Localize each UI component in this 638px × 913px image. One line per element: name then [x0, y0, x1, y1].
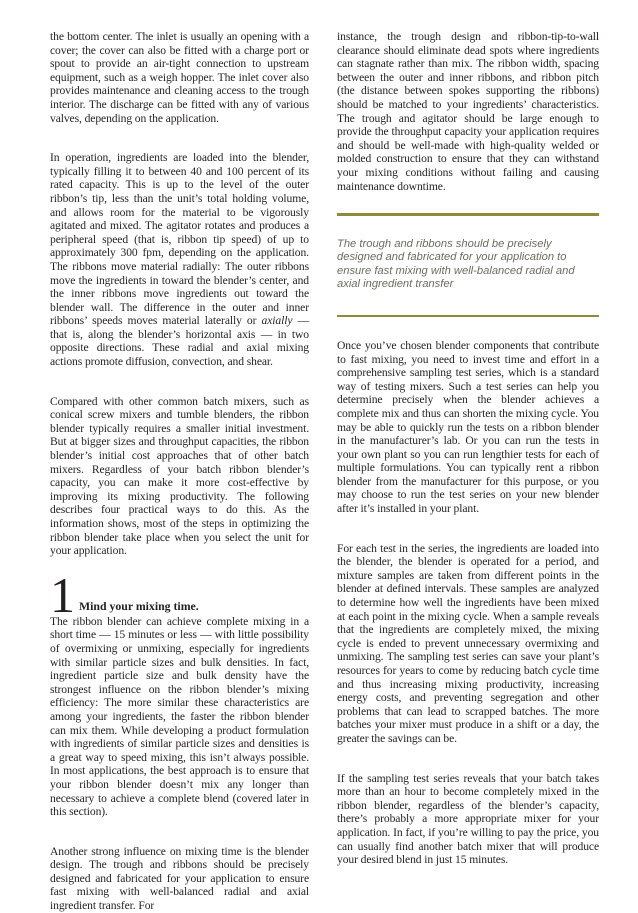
operation-text-start: In operation, ingredients are loaded into the blender, typically filling it to between 40 and 100 percent of its rated capacity. This is up to the level of the outer ribbon’s tip, less than the unit’s total holding volume, and allows room for the material to be vigorously agitated and mixed. The agitator rotates and produces a peripheral speed (that is, ribbon tip speed) of up to approximately 300 fpm, depending on the application. The ribbons move material radially: The outer ribbons move the ingredients in toward the blender’s center, and the inner ribbons move ingredients out toward the blender wall. The difference in the outer and inner ribbons’ speeds moves material laterally or: [50, 151, 309, 328]
paragraph-mixing-time: The ribbon blender can achieve complete mixing in a short time — 15 minutes or less — with little possibility of overmixing or unmixing, especially for ingredients with similar particle sizes and bulk densities. In fact, ingredient particle size and bulk density have the strongest influence on the ribbon blender’s mixing efficiency: The more similar these characteristics are among your ingredients, the faster the ribbon blender can mix them. While developing a product formulation with ingredients of similar particle sizes and densities is a great way to speed mixing, this isn’t always possible. In most applications, the best approach is to ensure that your ribbon blender doesn’t mix any longer than necessary to achieve a complete blend (covered later in this section).: [50, 614, 309, 819]
paragraph-blender-design: Another strong influence on mixing time is the blender design. The trough and ribbons should be precisely designed and fabricated for your application to ensure fast mixing with well-balanced radial and axial ingredient transfer. For: [50, 844, 309, 913]
paragraph-trough-design: instance, the trough design and ribbon-tip-to-wall clearance should eliminate dead spots where ingredients can stagnate rather than mix. The ribbon width, spacing between the outer and inner ribbons, and ribbon pitch (the distance between spokes supporting the ribbons) should be matched to your ingredients’ characteristics. The trough and agitator should be large enough to provide the throughput capacity your application requires and should be well-made with high-quality welded or molded construction to ensure that they can withstand your mixing conditions without failing and causing maintenance downtime.: [337, 30, 599, 193]
operation-italic-term: axially: [261, 314, 293, 328]
section-number: 1: [50, 566, 73, 623]
section-heading: [50, 566, 309, 623]
paragraph-operation: [50, 151, 309, 369]
operation-text-end: — that is, along the blender’s horizontal axis — in two opposite directions. These radial and axial mixing actions promote diffusion, convection, and shear.: [50, 314, 309, 369]
pullquote-top-rule: [337, 213, 599, 216]
paragraph-alternative-mixer: If the sampling test series reveals that your batch takes more than an hour to become completely mixed in the ribbon blender, regardless of the blender’s capacity, there’s probably a more appropriate mixer for your application. In fact, if you’re willing to pay the price, you can usually find another batch mixer that will produce your desired blend in just 15 minutes.: [337, 771, 599, 867]
paragraph-inlet-discharge: the bottom center. The inlet is usually an opening with a cover; the cover can also be fitted with a charge port or spout to provide an air-tight connection to upstream equipment, such as a weigh hopper. The inlet cover also provides maintenance and cleaning access to the trough interior. The discharge can be fitted with any of various valves, depending on the application.: [50, 30, 309, 125]
paragraph-test-procedure: For each test in the series, the ingredients are loaded into the blender, the blender is operated for a period, and mixture samples are taken from different points in the blender at defined intervals. These samples are analyzed to determine how well the ingredients have been mixed at each point in the mixing cycle. When a sample reveals that the ingredients are completely mixed, the mixing cycle is ended to prevent unnecessary overmixing and unmixing. The sampling test series can save your plant’s resources for years to come by reducing batch cycle time and thus increasing mixing productivity, increasing energy costs, and preventing segregation and other problems that can lead to scrapped batches. The more batches your mixer must produce in a shift or a day, the greater the savings can be.: [337, 541, 599, 745]
right-column: [337, 30, 599, 867]
section-title: Mind your mixing time.: [79, 598, 199, 613]
left-column: [50, 30, 309, 913]
pull-quote: The trough and ribbons should be precisely designed and fabricated for your application to ensure fast mixing with well-balanced radial and axial ingredient transfer: [337, 238, 575, 290]
paragraph-sampling-test: Once you’ve chosen blender components that contribute to fast mixing, you need to invest time and effort in a comprehensive sampling test series, which is a standard way of testing mixers. Such a test series can help you determine precisely when the blender achieves a complete mix and thus can shorten the mixing cycle. You may be able to quickly run the tests on a ribbon blender in the manufacturer’s lab. Or you can run the tests in your own plant so you can run lengthier tests for each of multiple formulations. You can typically rent a ribbon blender from the manufacturer for this purpose, or you may choose to run the test series on your new blender after it’s installed in your plant.: [337, 338, 599, 516]
paragraph-comparison: Compared with other common batch mixers, such as conical screw mixers and tumble blenders, the ribbon blender typically requires a smaller initial investment. But at bigger sizes and throughput capacities, the ribbon blender’s initial cost approaches that of other batch mixers. Regardless of your batch ribbon blender’s capacity, you can make it more cost-effective by improving its mixing productivity. The following describes four practical ways to do this. As the information shows, most of the steps in optimizing the ribbon blender take place when you select the unit for your application.: [50, 394, 309, 558]
